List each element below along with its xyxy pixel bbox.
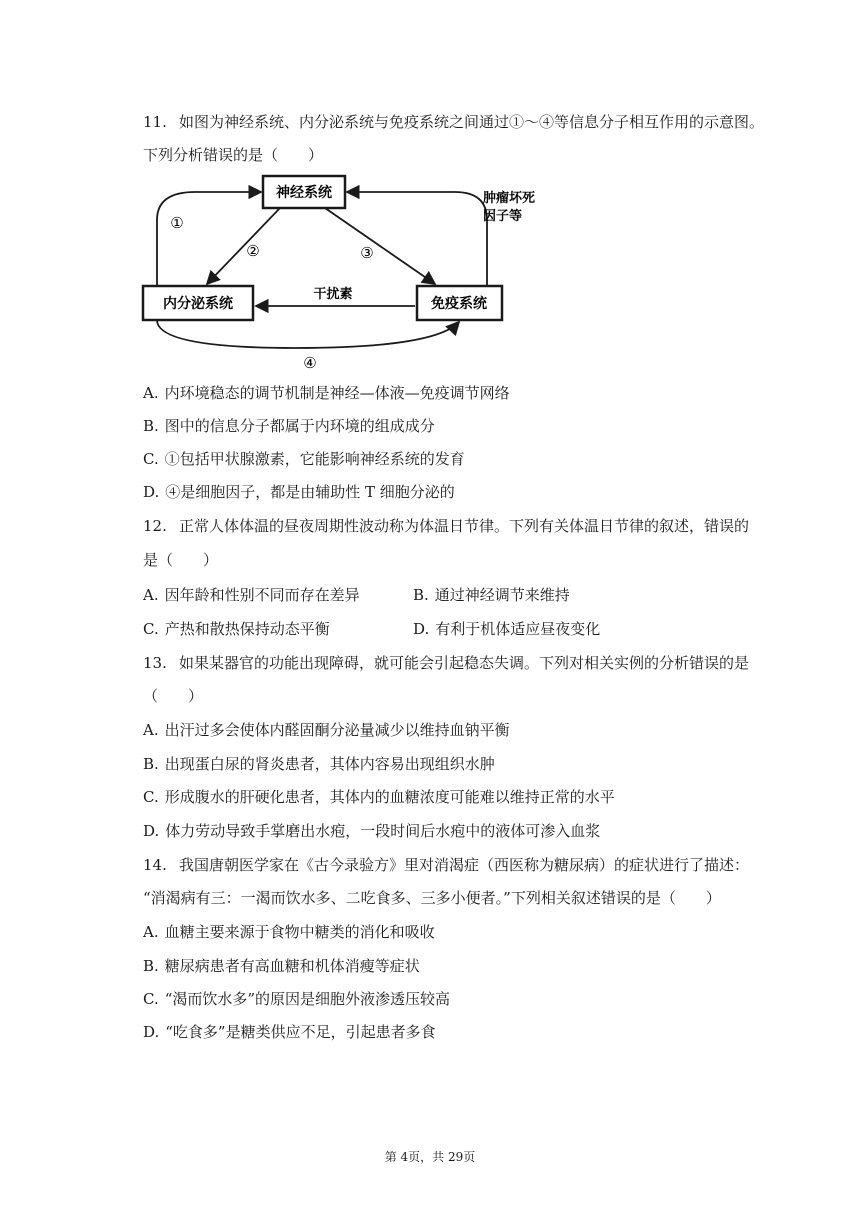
q11-option-a: A. 内环境稳态的调节机制是神经—体液—免疫调节网络 [143, 384, 510, 402]
q12-option-b: B. 通过神经调节来维持 [413, 586, 570, 604]
q13-option-c: C. 形成腹水的肝硬化患者，其体内的血糖浓度可能难以维持正常的水平 [143, 788, 615, 806]
page-footer: 第 4页，共 29页 [384, 1150, 476, 1164]
box-immune-label: 免疫系统 [431, 296, 487, 312]
q14-option-b: B. 糖尿病患者有高血糖和机体消瘦等症状 [143, 957, 420, 975]
q13-option-b: B. 出现蛋白尿的肾炎患者，其体内容易出现组织水肿 [143, 755, 495, 773]
q12-stem-line1: 12. 正常人体体温的昼夜周期性波动称为体温日节律。下列有关体温日节律的叙述，错误的 [143, 517, 750, 535]
q11-option-c: C. ①包括甲状腺激素，它能影响神经系统的发育 [143, 450, 465, 468]
q13-stem-line1: 13. 如果某器官的功能出现障碍，就可能会引起稳态失调。下列对相关实例的分析错误的是 [143, 654, 750, 672]
q12-number: 12. [143, 517, 167, 535]
label-2: ② [246, 242, 260, 260]
q11-stem-line1 [143, 112, 764, 132]
q14-option-c: C. “渴而饮水多”的原因是细胞外液渗透压较高 [143, 990, 451, 1008]
label-tnf-line2: 因子等 [483, 209, 523, 224]
q12-option-d: D. 有利于机体适应昼夜变化 [413, 620, 601, 638]
label-4: ④ [303, 354, 317, 372]
box-nervous-label: 神经系统 [276, 185, 332, 201]
q14-stem-line1: 14. 我国唐朝医学家在《古今录验方》里对消渴症（西医称为糖尿病）的症状进行了描述： [143, 856, 750, 874]
q11-diagram [135, 170, 565, 375]
label-1: ① [170, 214, 184, 232]
q13-option-d: D. 体力劳动导致手掌磨出水疱，一段时间后水疱中的液体可渗入血浆 [143, 822, 601, 840]
q11-stem-line2: 下列分析错误的是（ ） [143, 146, 324, 164]
q11-stem-text: 如图为神经系统、内分泌系统与免疫系统之间通过①～④等信息分子相互作用的示意图。 [179, 113, 765, 131]
arrow-2 [207, 208, 280, 284]
box-endocrine-label: 内分泌系统 [163, 296, 233, 312]
q14-option-d: D. “吃食多”是糖类供应不足，引起患者多食 [143, 1023, 436, 1041]
q14-option-a: A. 血糖主要来源于食物中糖类的消化和吸收 [143, 923, 435, 941]
q13-number: 13. [143, 654, 167, 672]
q13-option-a: A. 出汗过多会使体内醛固酮分泌量减少以维持血钠平衡 [143, 721, 510, 739]
q13-stem-line2: （ ） [143, 687, 204, 705]
q11-number: 11. [143, 113, 167, 131]
q14-number: 14. [143, 856, 167, 874]
label-interferon: 干扰素 [313, 287, 353, 302]
q12-stem-line2: 是（ ） [143, 551, 219, 569]
q12-option-c: C. 产热和散热保持动态平衡 [143, 620, 330, 638]
arrow-1 [157, 192, 261, 286]
q11-option-b: B. 图中的信息分子都属于内环境的组成成分 [143, 417, 435, 435]
q12-option-a: A. 因年龄和性别不同而存在差异 [143, 586, 360, 604]
label-3: ③ [360, 244, 374, 262]
arrow-3 [325, 208, 435, 284]
q11-option-d: D. ④是细胞因子，都是由辅助性 T 细胞分泌的 [143, 483, 455, 501]
label-tnf-line1: 肿瘤坏死 [483, 191, 536, 206]
arrow-4 [157, 320, 459, 348]
q14-stem-line2: “消渴病有三：一渴而饮水多、二吃食多、三多小便者。”下列相关叙述错误的是（ ） [143, 889, 721, 907]
